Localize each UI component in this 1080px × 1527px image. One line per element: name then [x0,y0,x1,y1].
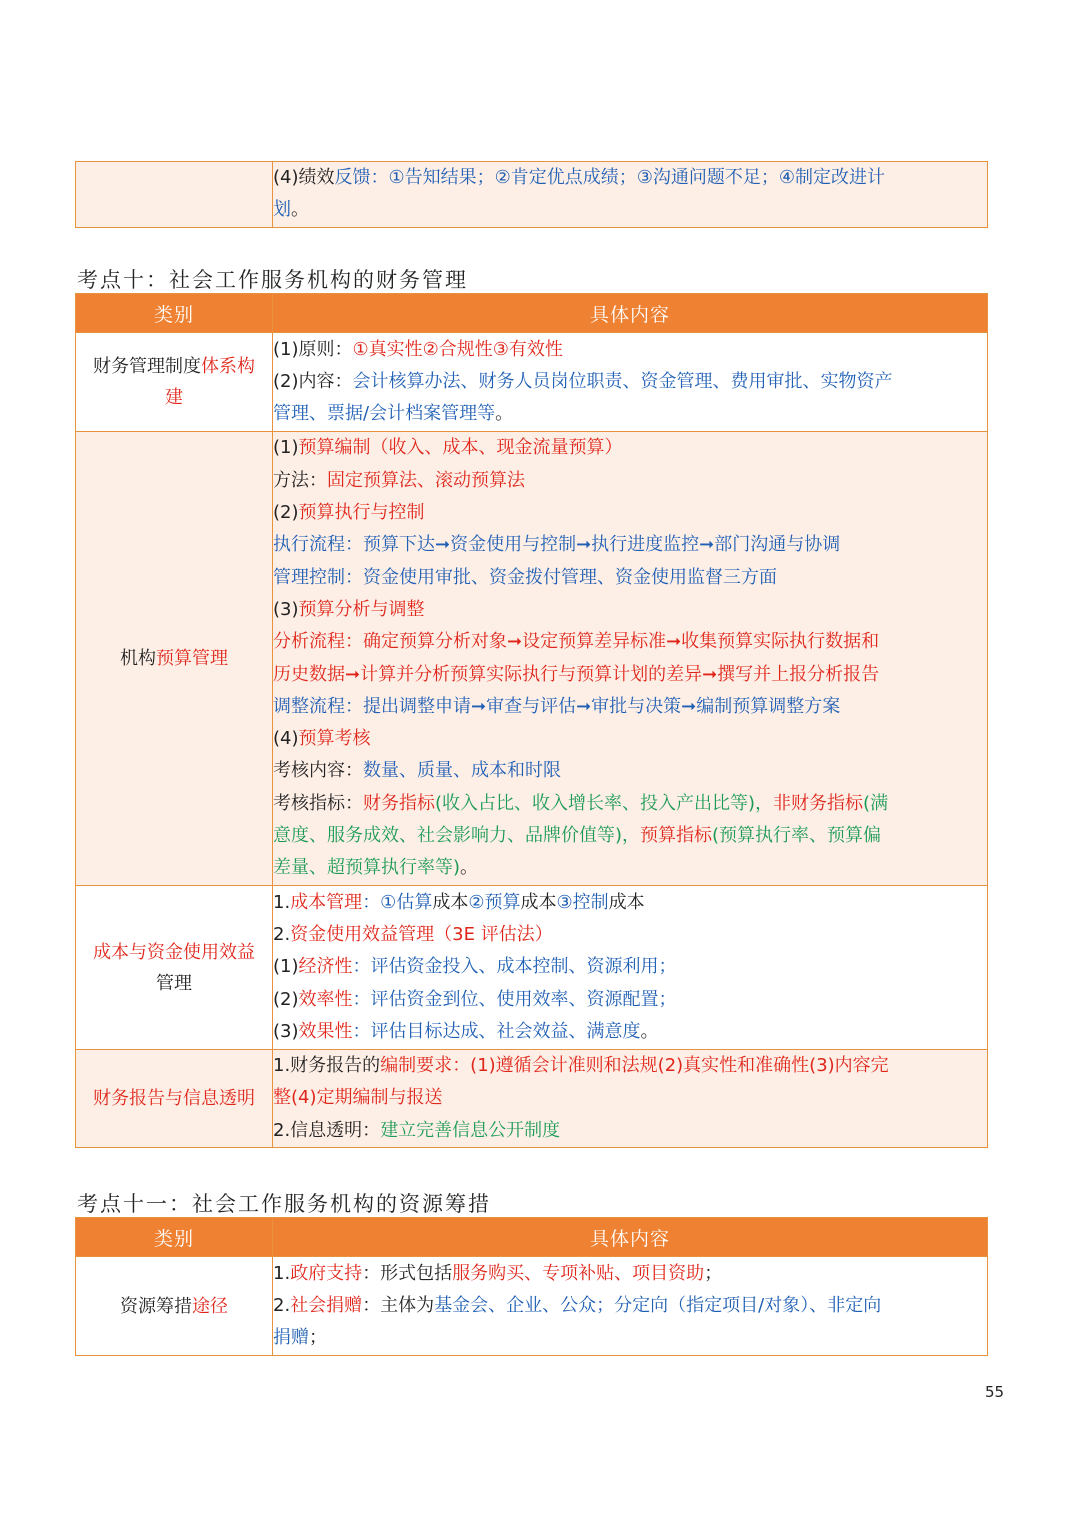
text-line [273,529,987,561]
text-line [273,432,987,464]
resource-raising-table [75,1217,988,1356]
text-segment: 分析流程：确定预算分析对象➞设定预算差异标准➞收集预算实际执行数据和 [273,631,880,653]
text-segment: (预算执行率、预算偏 [712,824,882,846]
text-segment: 历史数据➞计算并分析预算实际执行与预算计划的差异➞撰写并上报分析报告 [273,663,880,685]
text-segment: 1. [273,1262,291,1284]
text-line [273,1082,987,1114]
text-segment: 资金使用效益管理（3E 评估法） [290,924,553,946]
table-row [76,886,988,1050]
content-cell [273,886,988,1050]
text-segment: 成本 [608,891,645,913]
text-line [76,1291,272,1322]
text-segment: ①真实性②合规性③有效性 [352,338,563,360]
text-segment: 划 [273,199,291,221]
text-segment: ：形式包括 [362,1262,453,1284]
text-segment: 意度、服务成效、社会影响力、品牌价值等)， [273,824,641,846]
text-line [273,852,987,884]
text-line [273,788,987,820]
text-line [273,820,987,852]
table-row [76,1050,988,1148]
text-line [273,1115,987,1147]
text-line [76,382,272,413]
text-segment: 政府支持 [290,1262,363,1284]
text-line [273,594,987,626]
text-segment: 体系构 [201,356,255,377]
text-segment: 2. [273,924,291,946]
text-segment: 。 [291,199,309,221]
text-segment: 管理、票据/会计档案管理等 [273,403,496,425]
text-segment: 财务指标 [363,792,435,814]
text-segment: (1) [273,437,299,459]
top-continuation-table [75,161,988,228]
text-segment: (3) [273,598,299,620]
text-segment: 方法： [273,469,327,491]
text-segment: ②预算 [468,891,521,913]
text-segment: ：①估算 [362,891,433,913]
text-line [273,398,987,430]
text-line [273,1322,987,1354]
text-segment: 经济性 [298,956,353,978]
text-segment: (满 [863,792,889,814]
table-header-row [76,294,988,333]
text-segment: 反馈 [334,167,371,188]
text-segment: (2) [273,988,299,1010]
text-segment: 考核内容： [273,760,363,782]
text-line [273,1258,987,1290]
text-segment: (2) [273,502,299,524]
text-segment: 效率性 [298,988,353,1010]
text-segment: (2)内容： [273,370,353,392]
text-segment: 。 [495,403,514,425]
category-cell [76,886,273,1050]
text-segment: 基金会、企业、公众；分定向（指定项目/对象）、非定向 [434,1294,882,1316]
text-line [273,723,987,755]
text-segment: ：(1)遵循会计准则和法规(2)真实性和准确性(3)内容完 [452,1055,889,1077]
text-line [273,984,987,1016]
text-line [273,755,987,787]
text-segment: 成本管理 [290,891,363,913]
text-line [273,334,987,366]
text-segment: 1. [273,891,291,913]
content-cell [273,1050,988,1148]
text-segment: 成本 [520,891,557,913]
text-segment: 资源筹措 [120,1295,192,1317]
text-segment: 管理控制：资金使用审批、资金拨付管理、资金使用监督三方面 [273,566,777,588]
content-cell [273,333,988,432]
text-segment: 管理 [156,972,192,994]
text-line [273,1016,987,1048]
text-segment: 预算编制 [298,437,371,459]
text-segment: 建 [165,387,183,408]
category-cell [76,1050,273,1148]
text-segment: ：①告知结果；②肯定优点成绩；③沟通问题不足；④制定改进计 [370,167,886,188]
finance-management-table [75,293,988,1148]
text-segment: (4)绩效 [273,167,335,188]
text-segment: 预算执行与控制 [298,502,425,524]
text-segment: 数量、质量、成本和时限 [363,760,561,782]
page-number: 55 [985,1383,1005,1401]
text-segment: 预算指标 [640,824,713,846]
text-line [273,919,987,951]
text-segment: (收入占比、收入增长率、投入产出比等)， [435,792,774,814]
table-header-row [76,1218,988,1257]
header-content: 具体内容 [273,294,988,333]
text-segment: 预算管理 [156,648,228,669]
text-segment: 服务购买、专项补贴、项目资助 [452,1262,705,1284]
text-line [273,366,987,398]
text-segment: ：评估目标达成、社会效益、满意度 [352,1020,641,1042]
text-segment: 。 [640,1020,659,1042]
text-line [76,937,272,968]
text-segment: 执行流程：预算下达➞资金使用与控制➞执行进度监控➞部门沟通与协调 [273,534,841,556]
text-segment: 捐赠 [273,1327,309,1349]
text-segment: 1.财务报告的 [273,1055,381,1077]
text-line [273,465,987,497]
text-line [76,351,272,382]
text-segment: 非财务指标 [773,792,864,814]
text-segment: 会计核算办法、财务人员岗位职责、资金管理、费用审批、实物资产 [352,370,893,392]
text-segment: 差量、超预算执行率等) [273,857,461,879]
text-segment: (1)原则： [273,338,353,360]
text-segment: 机构 [120,648,156,669]
text-segment: ③控制 [556,891,609,913]
table-row [76,1257,988,1356]
text-segment: 调整流程：提出调整申请➞审查与评估➞审批与决策➞编制预算调整方案 [273,695,841,717]
text-segment: (3) [273,1020,299,1042]
text-line [76,1083,272,1114]
category-cell [76,432,273,886]
header-category: 类别 [76,294,273,333]
text-segment: ：主体为 [362,1294,435,1316]
text-line [76,643,272,674]
content-cell [273,432,988,886]
text-segment: ：评估资金到位、使用效率、资源配置； [352,988,677,1010]
content-cell [273,1257,988,1356]
text-segment: ：评估资金投入、成本控制、资源利用； [352,956,677,978]
text-segment: （收入、成本、现金流量预算） [370,437,623,459]
category-cell [76,333,273,432]
category-cell [76,1257,273,1356]
category-cell [76,162,273,228]
text-segment: 固定预算法、滚动预算法 [327,469,525,491]
text-segment: (4) [273,728,299,750]
text-segment: ； [704,1262,723,1284]
text-line [273,951,987,983]
text-segment: (1) [273,956,299,978]
text-segment: 2. [273,1294,291,1316]
text-segment: 社会捐赠 [290,1294,363,1316]
text-line [273,1050,987,1082]
text-segment: 成本 [432,891,469,913]
text-line [76,968,272,999]
text-line [273,887,987,919]
text-segment: 成本与资金使用效益 [93,941,255,963]
text-line [273,626,987,658]
header-category: 类别 [76,1218,273,1257]
text-line [273,562,987,594]
text-line [273,659,987,691]
text-segment: 预算分析与调整 [298,598,425,620]
text-segment: 。 [460,857,479,879]
text-segment: 编制要求 [380,1055,453,1077]
text-line [273,194,987,226]
table-row [76,162,988,228]
text-segment: 建立完善信息公开制度 [380,1119,561,1141]
content-cell [273,162,988,228]
text-segment: ； [309,1327,327,1349]
section-title: 考点十一：社会工作服务机构的资源筹措 [77,1192,491,1216]
text-segment: 2.信息透明： [273,1119,381,1141]
text-line [273,691,987,723]
text-segment: 财务管理制度 [93,356,201,377]
section-title: 考点十：社会工作服务机构的财务管理 [77,268,468,292]
text-line [273,497,987,529]
text-segment: 途径 [192,1295,228,1317]
table-row [76,432,988,886]
table-row [76,333,988,432]
text-segment: 考核指标： [273,792,363,814]
text-line [273,162,987,194]
text-segment: 预算考核 [298,728,371,750]
text-segment: 整(4)定期编制与报送 [273,1087,443,1109]
header-content: 具体内容 [273,1218,988,1257]
text-segment: 效果性 [298,1020,353,1042]
text-line [273,1290,987,1322]
text-segment: 财务报告与信息透明 [93,1088,255,1109]
